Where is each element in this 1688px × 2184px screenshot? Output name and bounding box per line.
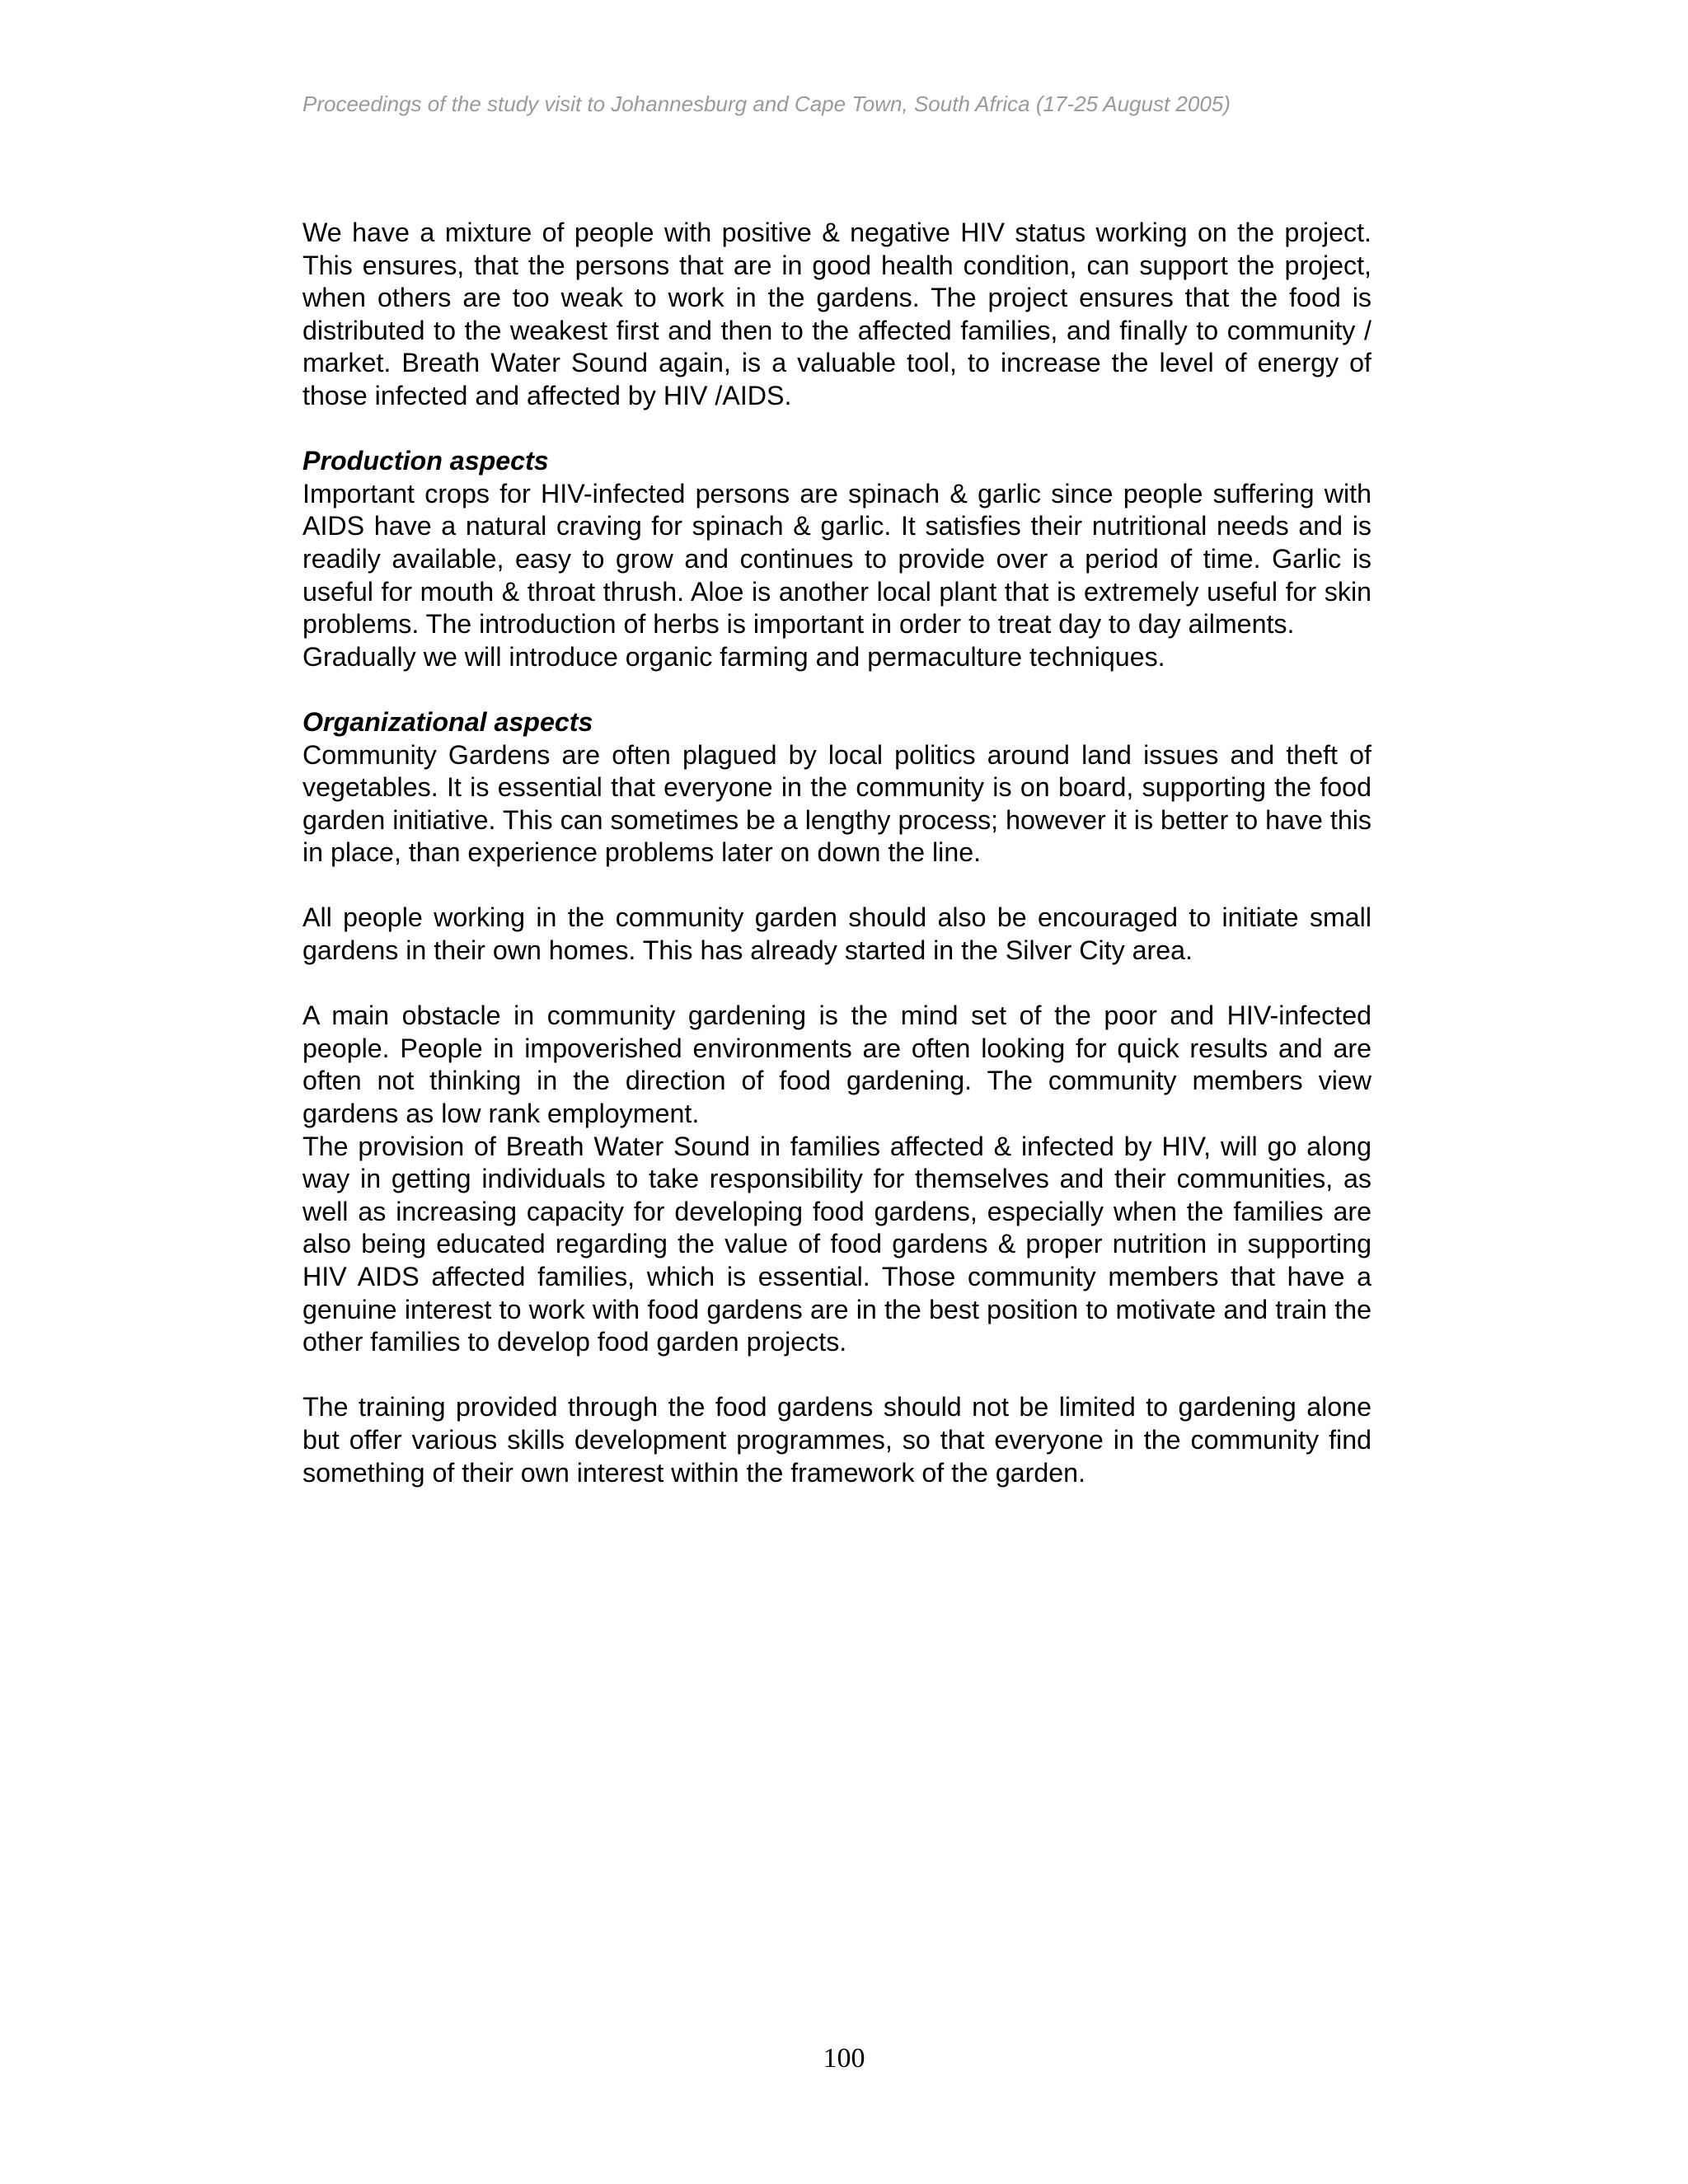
paragraph-hiv-status-mix: We have a mixture of people with positive & negative HIV status working on the project. This ensures, that the persons that are in good health condition, can support the project, when others are too weak to work in the gardens. The project ensures that the food is distributed to the weakest first and then to the affected families, and finally to community / market. Breath Water Sound again, is a valuable tool, to increase the level of energy of those infected and affected by HIV /AIDS.: [302, 218, 1372, 410]
paragraph-important-crops: Important crops for HIV-infected persons are spinach & garlic since people suffering with AIDS have a natural craving for spinach & garlic. It satisfies their nutritional needs and is readily available, easy to grow and continues to provide over a period of time. Garlic is useful for mouth & throat thrush. Aloe is another local plant that is extremely useful for skin problems. The introduction of herbs is important in order to treat day to day ailments.: [302, 478, 1372, 640]
paragraph-organic-farming: Gradually we will introduce organic farming and permaculture techniques.: [302, 641, 1165, 672]
paragraph-training: The training provided through the food gardens should not be limited to gardening alone but offer various skills development programmes, so that everyone in the community find something of their own interest within the framework of the garden.: [302, 1392, 1372, 1488]
paragraph-local-politics: Community Gardens are often plagued by local politics around land issues and theft of vegetables. It is essential that everyone in the community is on board, supporting the food garden initiative. This can sometimes be a lengthy process; however it is better to have this in place, than experience problems later on down the line.: [302, 739, 1372, 868]
heading-production-aspects: Production aspects: [302, 446, 549, 476]
page-number: 100: [823, 2043, 865, 2074]
paragraph-home-gardens: All people working in the community garden should also be encouraged to initiate small gardens in their own homes. This has already started in the Silver City area.: [302, 902, 1372, 966]
body-text: [302, 217, 1372, 1489]
paragraph-breath-water-sound: The provision of Breath Water Sound in families affected & infected by HIV, will go along way in getting individuals to take responsibility for themselves and their communities, as well as increasing capacity for developing food gardens, especially when the families are also being educated regarding the value of food gardens & proper nutrition in supporting HIV AIDS affected families, which is essential. Those community members that have a genuine interest to work with food gardens are in the best position to motivate and train the other families to develop food garden projects.: [302, 1131, 1372, 1357]
paragraph-main-obstacle: A main obstacle in community gardening is the mind set of the poor and HIV-infected people. People in impoverished environments are often looking for quick results and are often not thinking in the direction of food gardening. The community members view gardens as low rank employment.: [302, 1001, 1372, 1129]
running-header: Proceedings of the study visit to Johannesburg and Cape Town, South Africa (17-25 August 2005): [302, 91, 1231, 116]
heading-organizational-aspects: Organizational aspects: [302, 706, 593, 737]
